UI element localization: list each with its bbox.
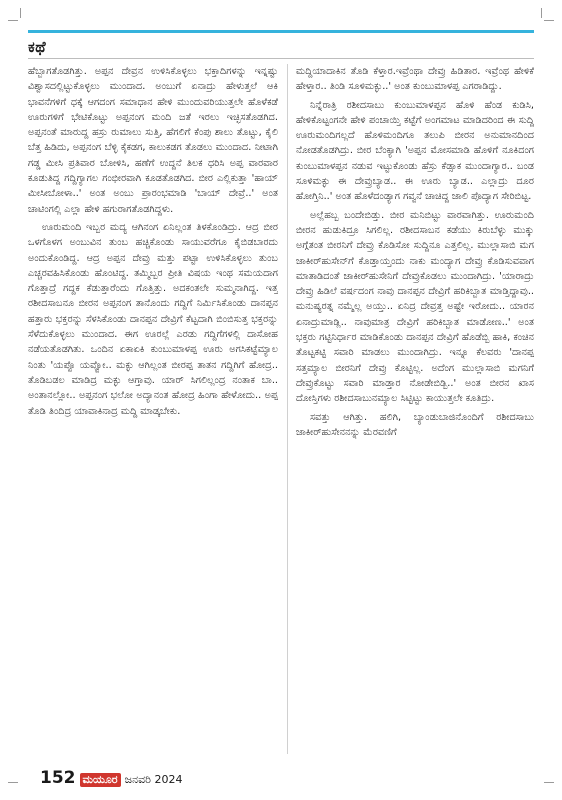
issue-date: ಜನವರಿ 2024 <box>124 773 183 786</box>
crop-mark <box>544 782 554 783</box>
paragraph: ಹೆಬ್ಬಾಗತೊಡಗಿತ್ತು. ಅಪ್ಪನ ದೇವ್ರನ ಉಳಿಸಿಕೊಳ್ಳಲು ಭಕ್ತಾದಿಗಳನ್ನು ಇನ್ನಷ್ಟು ವಿಶ್ವಾಸದಲ್ಲಿಟ್ಟುಕೊಳ್ಳಲು ಮುಂದಾದ. ಅಂಬುಗೆ ಏನಾದ್ರು ಹೇಳುತ್ತಲೆ ಆಕಿ ಭಾವನೆಗಳಿಗೆ ಧಕ್ಕೆ ಆಗದಂಗ ಸಮಾಧಾನ ಹೇಳಿ ಮುಂದುವರಿಯುತ್ತಲೇ ಹೊಳೆಕಡೆ ಊರುಗಳಿಗೆ ಭೇಟಿಕೊಟ್ಟು ಅಪ್ಪನಂಗ ಮಂದಿ ಜತೆ ಇರಲು ಇಚ್ಛಿಸತೊಡಗಿದ. ಅಪ್ಪನಂತೆ ಮಾರುದ್ದ ಹಸ್ರು ರುಮಾಲು ಸುತ್ತಿ, ಹೆಗಲಿಗೆ ಕೆಂಪು ಶಾಲು ತೊಟ್ಟು, ಕೈಲಿ ಬೆತ್ತ ಹಿಡಿದು, ಅಪ್ಪನಂಗ ಬೆಳ್ಳಿ ಕೈಕಡಗ, ಕಾಲುಕಡಗ ತೊಡಲು ಮುಂದಾದ. ನೀಟಾಗಿ ಗಡ್ಡ ಮೀಸಿ ಪ್ರತಿವಾರ ಬೋಳಿಸಿ, ಹಣೆಗೆ ಉದ್ದನೆ ತಿಲಕ ಧರಿಸಿ ಅಪ್ಪ ವಾರವಾರ ಕೂಡುತಿದ್ದ ಗದ್ದಿಗ್ಯಾಗಲ ಗಂಭೀರವಾಗಿ ಕೂಡತೊಡಗಿದ. ಬೀರ ಎಲ್ಲಿಕುತ್ತಾ 'ಹಾಯ್ ಮೀಸೀಬೋಳಾ..' ಅಂತ ಅಂಬು ಪ್ರಾರಂಭಮಾಡಿ 'ಬಾಯ್ ದೇವ್ರೆ..' ಅಂತ ಚಾಟಿಂಗಲ್ಲಿ ಎಲ್ಲಾ ಹೇಳಿ ಹಗುರಾಗತೊಡಗಿದ್ದಳು. <box>28 66 278 215</box>
column-divider <box>287 64 288 754</box>
right-column <box>296 64 534 754</box>
paragraph: ನಿನ್ನೆರಾತ್ರಿ ರಶೀದಸಾಬು ಕುಂಬುಮಾಳಪ್ಪನ ಹೊಳಿ ಹೆಂಡ ಕುಡಿಸಿ, ಹೇಳಿಕೊಟ್ಟಂಗನೇ ಹೇಳಿ ಪಂಚಾಯ್ತಿ ಕಟ್ಟೆಗೆ ಅಂಗಮಾಟ ಮಾಡಿದರಿಂದ ಈ ಸುದ್ದಿ ಊರುಮಂದಿಗಲ್ಲದೆ ಹೊಳಿಮಂದಿಗೂ ತಲುಪಿ ಬೀರನ ಅನುಮಾನದಿಂದ ನೋಡತೊಡಗಿದ್ರು. ಬೀರ ಬೆಂಕ್ಯಾಗಿ 'ಅಪ್ಪನ ಮೋಸಮಾಡಿ ಹೊಳಿಗೆ ನೂಕಿದಂಗ ಕುಂಬುಮಾಳಪ್ಪನ ನಡುವ ಇಟ್ಟುಕೊಂಡು ಹೆಸ್ರು ಕೆಡ್ಸಾಕ ಮುಂದಾಗ್ಯಾರ.. ಬಂಡ ಸೂಳಿಮಕ್ಳು ಈ ದೇವ್ರುಬ್ಯಾಡ.. ಈ ಊರು ಬ್ಯಾಡ.. ಎಲ್ಲಾದ್ರು ದೂರ ಹೋಗ್ತಿನಿ..' ಅಂತ ಹೊಳೆದಂಡ್ಯಾಗ ಗವ್ವನೆ ಚಾಚಿದ್ದ ಜಾಲಿ ಪೊದ್ಯಾಗ ಸೇರಿಬಿಟ್ಟ. <box>296 99 534 203</box>
paragraph: ಊರುಮಂದಿ ಇಬ್ಬರ ಮದ್ಯ ಆಗಿನಂಗ ಏನಿಲ್ಲಂತ ತಿಳಕೊಂಡಿದ್ರು. ಆದ್ರ ಬೀರ ಒಳಗೊಳಗ ಅಂಬುವಿನ ತುಂಬ ಹಚ್ಚಿಕೊಂಡು ಸಾಯುವರೆಗೂ ಕೈಬಿಡಬಾರದು ಅಂದುಕೊಂಡಿದ್ದ. ಆದ್ರ ಅಪ್ಪನ ದೇವ್ರು ಮತ್ತು ಪಟ್ಟಾ ಉಳಿಸಿಕೊಳ್ಳಲು ತುಂಬ ಎಚ್ಚರವಹಿಸಿಕೊಂಡು ಹೊಂಟಿದ್ದ. ತಮ್ಮಿಬ್ಬರ ಪ್ರೀತಿ ವಿಷಯ ಇಂಥ ಸಮಯದಾಗ ಗೊತ್ತಾದ್ರೆ ಗದ್ದಕ ಕೆಡುತ್ತಾರೆಂದು ಗೊತ್ತಿತ್ತು. ಅದಕಂತಲೇ ಸುಮ್ಮನಾಗಿದ್ದ. ಇತ್ತ ರಶೀದಸಾಬನೂ ಬೀರನ ಅಪ್ಪನಂಗ ತಾನೊಂದು ಗದ್ದಿಗೆ ನಿರ್ಮಿಸಿಕೊಂಡು ದಾನಪ್ಪನ ಹತ್ತಾರು ಭಕ್ತರನ್ನು ಸೆಳಸಿಕೊಂಡು ದಾನಪ್ಪನ ದೇವ್ರಿಗೆ ಕೆಟ್ಟದಾಗಿ ಬಿಂಬಿಸುತ್ತ ಭಕ್ತರನ್ನು ಸೆಳೆದುಕೊಳ್ಳಲು ಮುಂದಾದ. ಈಗ ಊರಲ್ಲೆ ಎರಡು ಗದ್ದಿಗೆಗಳಲ್ಲಿ ದಾಸೋಹ ನಡೆಯತೊಡಗಿತು. ಒಂದಿನ ಏಕಾಏಕಿ ಕುಂಬುಮಾಳಪ್ಪ ಊರು ಅಗಸಿಕಟ್ಟೆಮ್ಯಾಲ ನಿಂತು 'ಯಪ್ಪೊ ಯವ್ವೋ.. ಮಕ್ಳು ಆಗಿಲ್ಲಂತ ಬೀರಪ್ಪ ತಾತನ ಗದ್ದಿಗಿಗೆ ಹೋದ್ರ.. ತೊಡಿಬಡಲ ಮಾಡಿದ್ರ ಮಕ್ಳು ಆಗ್ತಾವು. ಯಾರ್ ಸಿಗಲಿಲ್ಲಂದ್ರ ನಂತಾಕ ಬಾ.. ಅಂತಾನಲ್ಲೋ.. ಅಪ್ಪನಂಗ ಭಲೋ ಅದ್ಯಾನಂತ ಹೋದ್ರ ಹಿಂಗಾ ಹೇಳೋದು.. ಅಪ್ಪ ತೊಡಿ ತಿಂದಿದ್ರ ಯಾವಾಕಿನಾದ್ರ ಮದ್ದಿ ಮಾಡ್ಕಬೇಕು. <box>28 221 278 417</box>
page-footer <box>40 768 182 788</box>
title-rule <box>28 58 534 59</box>
crop-mark <box>541 8 542 18</box>
crop-mark <box>20 8 21 18</box>
paragraph: ಸವತ್ತು ಆಗಿತ್ತು. ಹಲಿಗಿ, ಬ್ಯಾಂಡುಬಾಜಿನೊಂದಿಗೆ ರಶೀದಸಾಬು ಜಾಕೀರ್‌ಹುಸೇನನನ್ನು ಮೆರವಣಿಗೆ <box>296 411 534 438</box>
crop-mark <box>8 782 18 783</box>
crop-mark <box>544 20 554 21</box>
section-accent-bar <box>28 30 534 33</box>
paragraph: ಮದ್ದಿಯಾದಾಕಿನ ತೊಡಿ ಕೆಳ್ತಾರ.ಇವ್ರೆಂಥಾ ದೇವ್ರು ಹಿಡಿತಾರ. ಇವ್ರೆಂಥ ಹೇಳಿಕೆ ಹೇಳ್ತಾರ.. ತಿಂಡಿ ಸೂಳಿಮಕ್ಳು..' ಅಂತ ಕುಂಬುಮಾಳಪ್ಪ ಎಗರಾಡಿದ್ದು. <box>296 66 534 93</box>
left-column <box>28 64 278 754</box>
magazine-logo: ಮಯೂರ <box>80 773 121 787</box>
section-title: ಕಥೆ <box>28 38 47 56</box>
crop-mark <box>8 20 18 21</box>
paragraph: ಅಲ್ಲೆಹಬ್ಬ ಬಂದೇಬಿಡ್ತು. ಬೀರ ಮನಿಬಿಟ್ಟು ವಾರವಾಗಿತ್ತು. ಊರುಮಂದಿ ಬೀರನ ಹುಡುಕಿದ್ರೂ ಸಿಗಲಿಲ್ಲ. ರಶೀದಸಾಬನ ಕಡೆಯು ಕಿರುಬೆಳ್ಳು ಮುಕ್ಕು ಅಗ್ಗೆತಂತ ಬೀರನಿಗೆ ದೇವ್ರು ಕೊಡಿಸೋ ಸುದ್ದಿನೂ ಎತ್ತಲಿಲ್ಲ. ಮುಲ್ಲಾಸಾಬಿ ಮಗ ಜಾಕೀರ್‌ಹುಸೇನ್‌ಗೆ ಕೊಡ್ತಾಯ್ತಂದು ನಾಕು ಮಂದ್ಯಾಗ ದೇವ್ರು ಕೊಡಿಸುವವಾಗ ಮಾತಾಡಿದಂತೆ ಜಾಕೀರ್‌ಹುಸೇನಿಗೆ ದೇವ್ರುಕೊಡಲು ಮುಂದಾಗಿದ್ರು. 'ಯಾರಾದ್ರು ದೇವ್ರು ಹಿಡಿಲೆ ವರ್ಷದಂಗ ನಾವು ದಾನಪ್ಪನ ದೇವ್ರಿಗೆ ಹರಿಕಿಬ್ಬಾತ ಮಾಡ್ತಿದ್ದಾವು.. ಮನುಷ್ಯರತ್ನ ನಮ್ಮೆಲ್ಲ ಅಯ್ತು.. ಏನಿದ್ರ ದೇವ್ರತ್ತ ಅಷ್ಟೇ ಇರೋದು.. ಯಾರನ ಏನಾದ್ರುಮಾಡ್ಲಿ.. ನಾವುಮಾತ್ರ ದೇವ್ರಿಗೆ ಹರಿಕಿಬ್ಬಾತ ಮಾಡೋಣ..' ಅಂತ ಭಕ್ತರು ಗಟ್ಟಿನಿರ್ಧಾರ ಮಾಡಿಕೊಂಡು ದಾನಪ್ಪನ ದೇವ್ರಿಗೆ ಹೊಡೆಬ್ಬಿ ಹಾಕಿ, ಕಂಚಿನ ತೊಟ್ಟಕಟ್ಟಿ ಸವಾರಿ ಮಾಡಲು ಮುಂದಾಗಿದ್ರು. ಇನ್ನೂ ಕೆಲವರು 'ದಾನಪ್ಪ ಸತ್ತಮ್ಯಾಲ ಬೀರನಿಗೆ ದೇವ್ರು ಕೊಟ್ಟಿಲ್ಲ. ಅದೆಂಗ ಮುಲ್ಲಾಸಾಬಿ ಮಗನಿಗೆ ದೇವ್ರುಕೊಟ್ಟು ಸವಾರಿ ಮಾಡ್ತಾರ ನೋಡೇಬಿಡ್ಬಿ..' ಅಂತ ಬೀರನ ಖಾಸ ದೋಸ್ತಿಗಳು ರಶೀದಸಾಬುನಮ್ಯಾಲ ಸಿಟ್ಟಿಟ್ಟು ಕಾಯುತ್ತಲೇ ಕೂತಿದ್ರು. <box>296 209 534 405</box>
page-number: 152 <box>40 768 76 788</box>
